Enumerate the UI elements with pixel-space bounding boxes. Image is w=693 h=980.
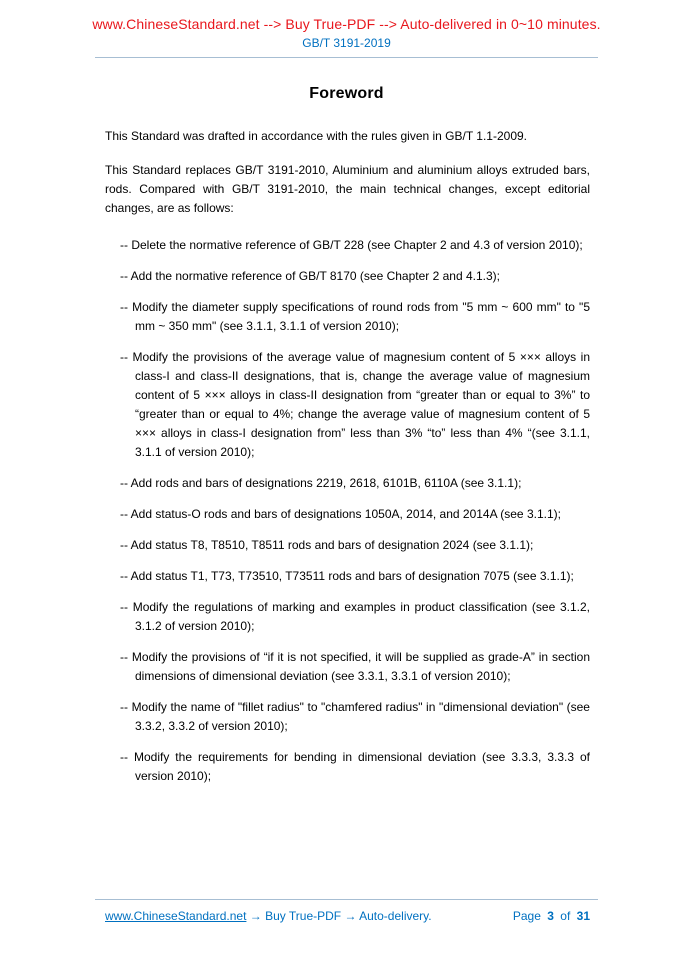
footer-divider xyxy=(95,899,598,900)
footer-promo-text: → Buy True-PDF → Auto-delivery. xyxy=(249,909,432,923)
list-item xyxy=(105,748,590,786)
list-item xyxy=(105,505,590,524)
list-item xyxy=(105,348,590,462)
list-item xyxy=(105,648,590,686)
paragraph-intro: This Standard was drafted in accordance with the rules given in GB/T 1.1-2009. xyxy=(105,129,528,143)
list-item-text: Modify the name of "fillet radius" to "chamfered radius" in "dimensional deviation" (see 3.3.2, 3.3.2 of version 2010); xyxy=(131,700,590,733)
page-number: 3 xyxy=(547,909,554,923)
bullet-dash: -- xyxy=(120,476,128,490)
list-item-text: Modify the regulations of marking and examples in product classification (see 3.1.2, 3.1.2 of version 2010); xyxy=(132,600,590,633)
bullet-dash: -- xyxy=(120,269,128,283)
list-item xyxy=(105,536,590,555)
bullet-dash: -- xyxy=(120,700,128,714)
list-item xyxy=(105,598,590,636)
bullet-dash: -- xyxy=(120,238,128,252)
list-item-text: Modify the provisions of the average value of magnesium content of 5 ××× alloys in class-I and class-II designations, that is, change the average value of magnesium content of 5 ××× alloys in class-II designation from “greater than or equal to 3%” to “greater than or equal to 4%; change the average value of magnesium content of 5 ××× alloys in class-I designation from” less than 3% “to” less than 4% “(see 3.1.1, 3.1.1 of version 2010); xyxy=(132,350,590,459)
footer-promo xyxy=(105,909,432,923)
list-item-text: Modify the diameter supply specifications of round rods from "5 mm ~ 600 mm" to "5 mm ~ 350 mm" (see 3.1.1, 3.1.1 of version 2010); xyxy=(132,300,590,333)
document-body xyxy=(105,127,590,786)
list-item-text: Delete the normative reference of GB/T 228 (see Chapter 2 and 4.3 of version 2010); xyxy=(131,238,583,252)
bullet-dash: -- xyxy=(120,650,128,664)
paragraph-replaces: This Standard replaces GB/T 3191-2010, Aluminium and aluminium alloys extruded bars, rods. Compared with GB/T 3191-2010, the main technical changes, except editorial changes, are as follows: xyxy=(105,163,590,215)
list-item-text: Add the normative reference of GB/T 8170 (see Chapter 2 and 4.1.3); xyxy=(130,269,500,283)
total-pages: 31 xyxy=(576,909,590,923)
page-title: Foreword xyxy=(309,85,384,102)
list-item xyxy=(105,698,590,736)
bullet-dash: -- xyxy=(120,600,128,614)
footer-link[interactable]: www.ChineseStandard.net xyxy=(105,909,247,923)
changes-list xyxy=(105,236,590,786)
header-divider xyxy=(95,57,598,58)
page-indicator xyxy=(513,909,590,923)
list-item-text: Add status T1, T73, T73510, T73511 rods and bars of designation 7075 (see 3.1.1); xyxy=(130,569,574,583)
bullet-dash: -- xyxy=(120,507,128,521)
bullet-dash: -- xyxy=(120,569,128,583)
promo-link[interactable]: www.ChineseStandard.net --> Buy True-PDF --> Auto-delivered in 0~10 minutes. xyxy=(92,16,601,32)
bullet-dash: -- xyxy=(120,538,128,552)
bullet-dash: -- xyxy=(120,350,128,364)
list-item-text: Add status-O rods and bars of designations 1050A, 2014, and 2014A (see 3.1.1); xyxy=(130,507,561,521)
list-item xyxy=(105,236,590,255)
page-label: Page xyxy=(512,909,541,923)
list-item-text: Add rods and bars of designations 2219, 2618, 6101B, 6110A (see 3.1.1); xyxy=(130,476,522,490)
bullet-dash: -- xyxy=(120,750,128,764)
list-item xyxy=(105,567,590,586)
list-item-text: Modify the requirements for bending in dimensional deviation (see 3.3.3, 3.3.3 of version 2010); xyxy=(133,750,590,783)
of-label: of xyxy=(560,909,571,923)
page-footer xyxy=(95,899,598,923)
list-item xyxy=(105,298,590,336)
promo-banner xyxy=(0,0,693,32)
list-item xyxy=(105,474,590,493)
doc-number: GB/T 3191-2019 xyxy=(302,36,391,50)
bullet-dash: -- xyxy=(120,300,128,314)
list-item xyxy=(105,267,590,286)
list-item-text: Modify the provisions of “if it is not specified, it will be supplied as grade-A” in section dimensions of dimensional deviation (see 3.3.1, 3.3.1 of version 2010); xyxy=(131,650,591,683)
list-item-text: Add status T8, T8510, T8511 rods and bars of designation 2024 (see 3.1.1); xyxy=(130,538,534,552)
